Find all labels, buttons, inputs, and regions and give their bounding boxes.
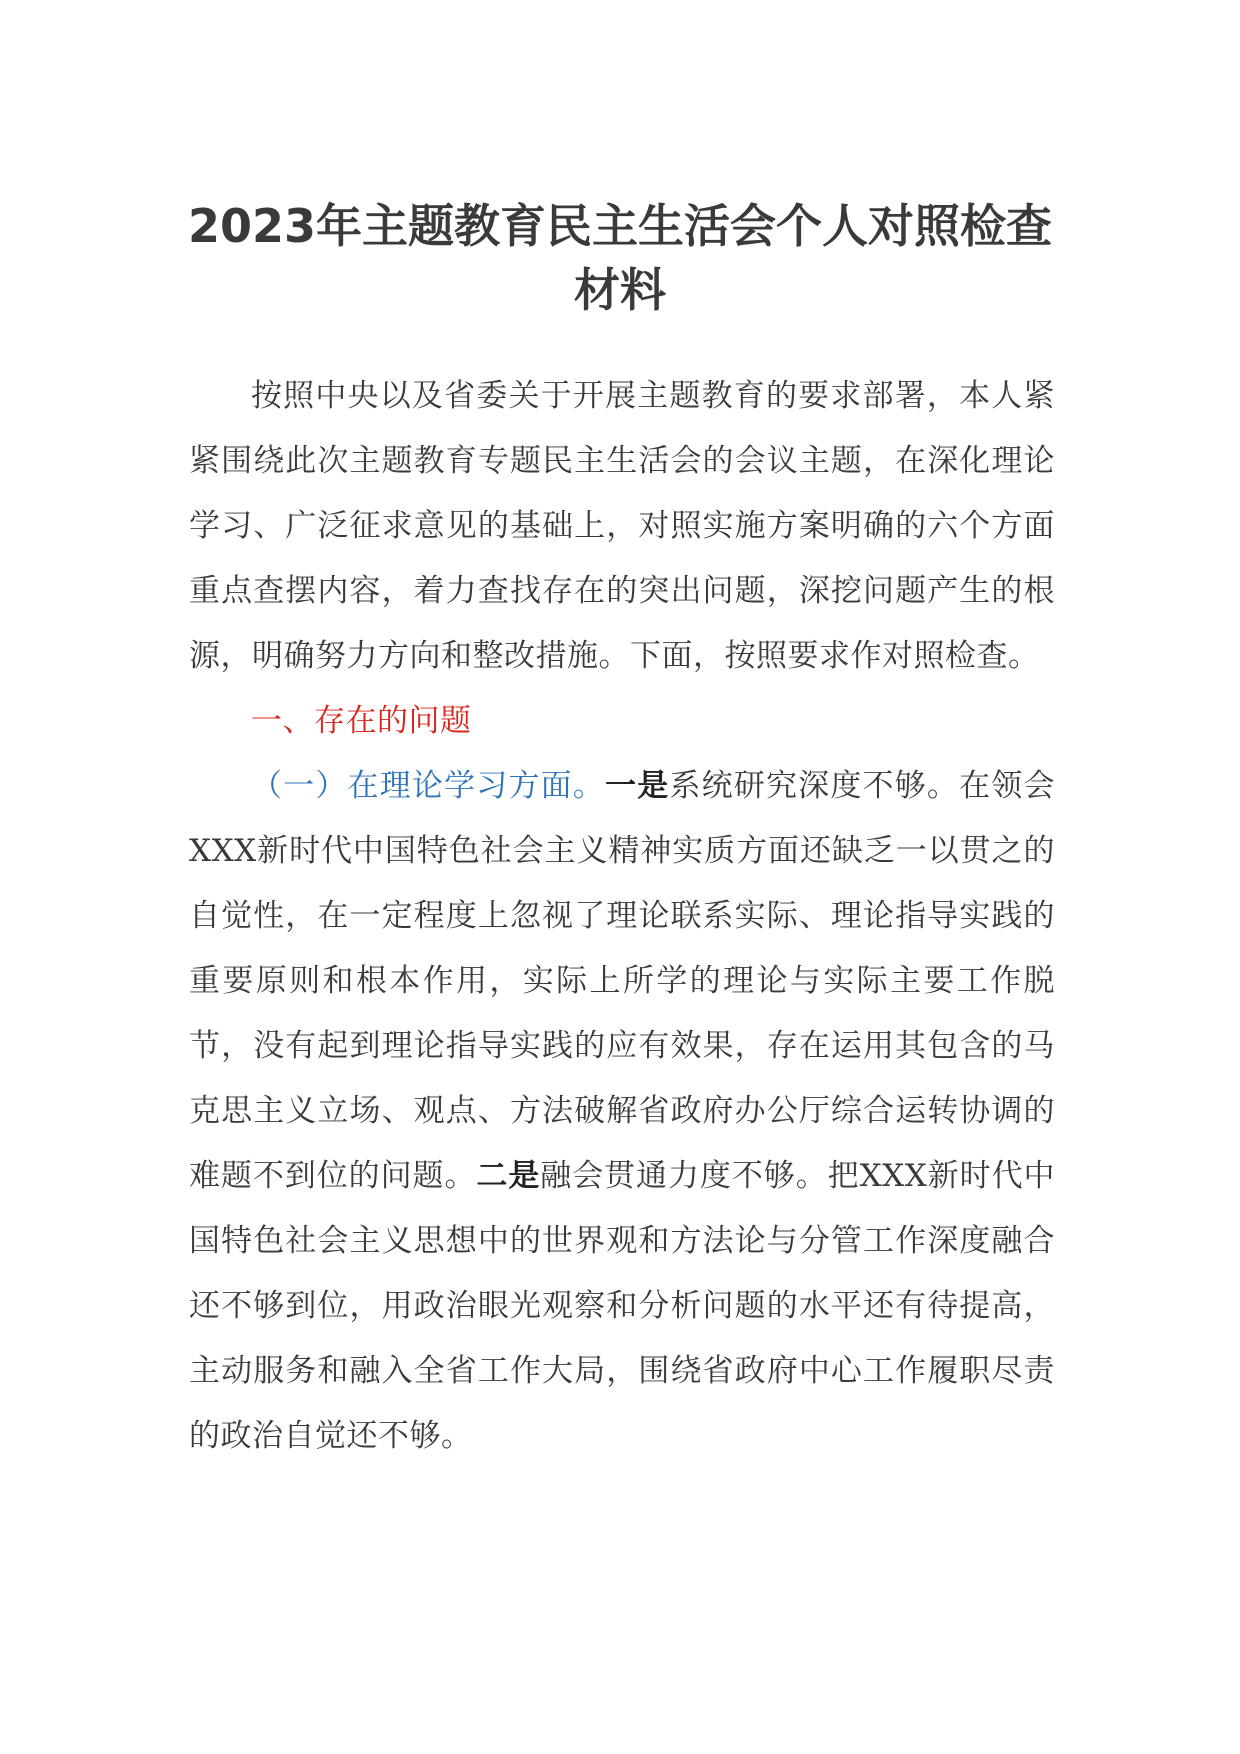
- document-body: [189, 364, 1055, 1469]
- title-line-2: 材料: [574, 263, 666, 317]
- sub-heading-theory-study: （一）在理论学习方面。: [251, 768, 606, 804]
- theory-study-paragraph: [189, 754, 1055, 1469]
- section-heading-problems: 一、存在的问题: [251, 703, 472, 739]
- intro-paragraph: 按照中央以及省委关于开展主题教育的要求部署，本人紧紧围绕此次主题教育专题民主生活会的会议主题，在深化理论学习、广泛征求意见的基础上，对照实施方案明确的六个方面重点查摆内容，着力查找存在的突出问题，深挖问题产生的根源，明确努力方向和整改措施。下面，按照要求作对照检查。: [189, 378, 1055, 674]
- point-1-label: 一是: [605, 768, 670, 804]
- title-line-1: 2023年主题教育民主生活会个人对照检查: [187, 199, 1053, 253]
- document-title: [150, 194, 1090, 322]
- point-2-text: 融会贯通力度不够。把XXX新时代中国特色社会主义思想中的世界观和方法论与分管工作深度融合还不够到位，用政治眼光观察和分析问题的水平还有待提高，主动服务和融入全省工作大局，围绕省政府中心工作履职尽责的政治自觉还不够。: [189, 1158, 1056, 1454]
- point-1-text: 系统研究深度不够。在领会XXX新时代中国特色社会主义精神实质方面还缺乏一以贯之的自觉性，在一定程度上忽视了理论联系实际、理论指导实践的重要原则和根本作用，实际上所学的理论与实际主要工作脱节，没有起到理论指导实践的应有效果，存在运用其包含的马克思主义立场、观点、方法破解省政府办公厅综合运转协调的难题不到位的问题。: [189, 768, 1055, 1194]
- point-2-label: 二是: [476, 1158, 541, 1194]
